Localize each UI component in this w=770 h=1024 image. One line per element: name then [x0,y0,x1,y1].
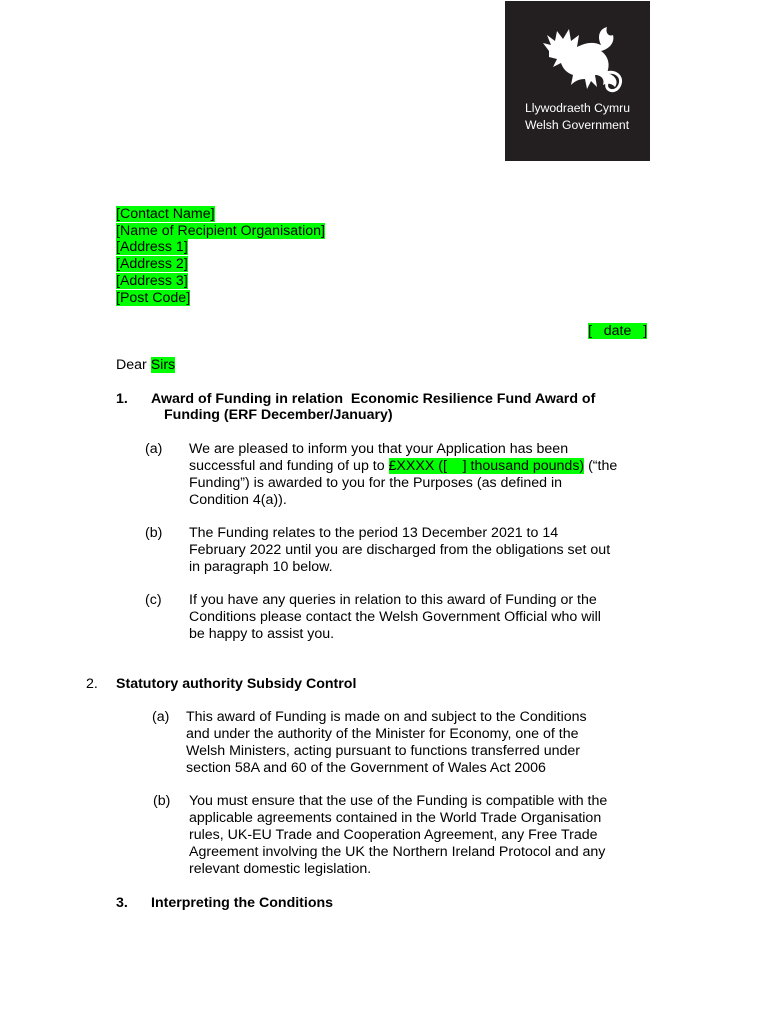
para-1a-line-1: We are pleased to inform you that your Application has been [189,441,569,457]
para-1a-line-4: Condition 4(a)). [189,492,287,508]
para-1b-line-3: in paragraph 10 below. [189,559,333,575]
logo-line-welsh: Llywodraeth Cymru [525,101,630,115]
section-3-heading: Interpreting the Conditions [151,895,334,911]
para-2b-line-2: applicable agreements contained in the World Trade Organisation [189,810,602,826]
address-line-2: [Address 2] [116,256,188,272]
recipient-organisation: [Name of Recipient Organisation] [116,223,325,239]
para-1b-line-1: The Funding relates to the period 13 December 2021 to 14 [189,525,559,541]
section-1-heading-line-2: Funding (ERF December/January) [164,407,393,423]
para-1c-line-3: be happy to assist you. [189,626,335,642]
para-1b-line-2: February 2022 until you are discharged from the obligations set out [189,542,611,558]
para-2a-line-2: and under the authority of the Minister for Economy, one of the [186,726,579,742]
para-1c-label: (c) [145,592,162,608]
para-2a-label: (a) [152,709,170,725]
para-1c-line-1: If you have any queries in relation to this award of Funding or the [189,592,597,608]
section-1-number: 1. [116,391,128,407]
para-2a-line-3: Welsh Ministers, acting pursuant to functions transferred under [186,743,581,759]
address-line-3: [Address 3] [116,273,188,289]
para-1a-label: (a) [145,441,163,457]
para-2a-line-1: This award of Funding is made on and subject to the Conditions [186,709,587,725]
welsh-dragon-icon [535,23,625,95]
para-2b-line-1: You must ensure that the use of the Funding is compatible with the [189,793,608,809]
salutation [116,357,175,374]
funding-amount: £XXXX ([ ] thousand pounds) [388,458,585,474]
address-line-1: [Address 1] [116,239,188,255]
para-2b-label: (b) [153,793,171,809]
para-1a-line-3: Funding”) is awarded to you for the Purposes (as defined in [189,475,563,491]
para-2b-line-5: relevant domestic legislation. [189,861,372,877]
para-1b-label: (b) [145,525,163,541]
logo-line-english: Welsh Government [525,118,630,132]
para-1c-line-2: Conditions please contact the Welsh Government Official who will [189,609,601,625]
para-2b-line-4: Agreement involving the UK the Northern Ireland Protocol and any [189,844,606,860]
section-2-number: 2. [86,676,98,692]
section-1-heading-line-1: Award of Funding in relation Economic Resilience Fund Award of [151,391,596,407]
para-2a-line-4: section 58A and 60 of the Government of Wales Act 2006 [186,760,546,776]
section-2-heading: Statutory authority Subsidy Control [116,676,357,692]
para-1a-line-2: successful and funding of up to £XXXX ([ ] thousand pounds) (“the [189,458,618,474]
post-code: [Post Code] [116,290,191,306]
section-3-number: 3. [116,895,128,911]
salutation-name: Sirs [150,357,176,373]
para-2b-line-3: rules, UK-EU Trade and Cooperation Agreement, any Free Trade [189,827,598,843]
salutation-prefix: Dear [116,357,151,373]
contact-name: [Contact Name] [116,206,215,222]
welsh-government-logo [505,1,650,161]
letter-date: [ date ] [588,323,648,339]
